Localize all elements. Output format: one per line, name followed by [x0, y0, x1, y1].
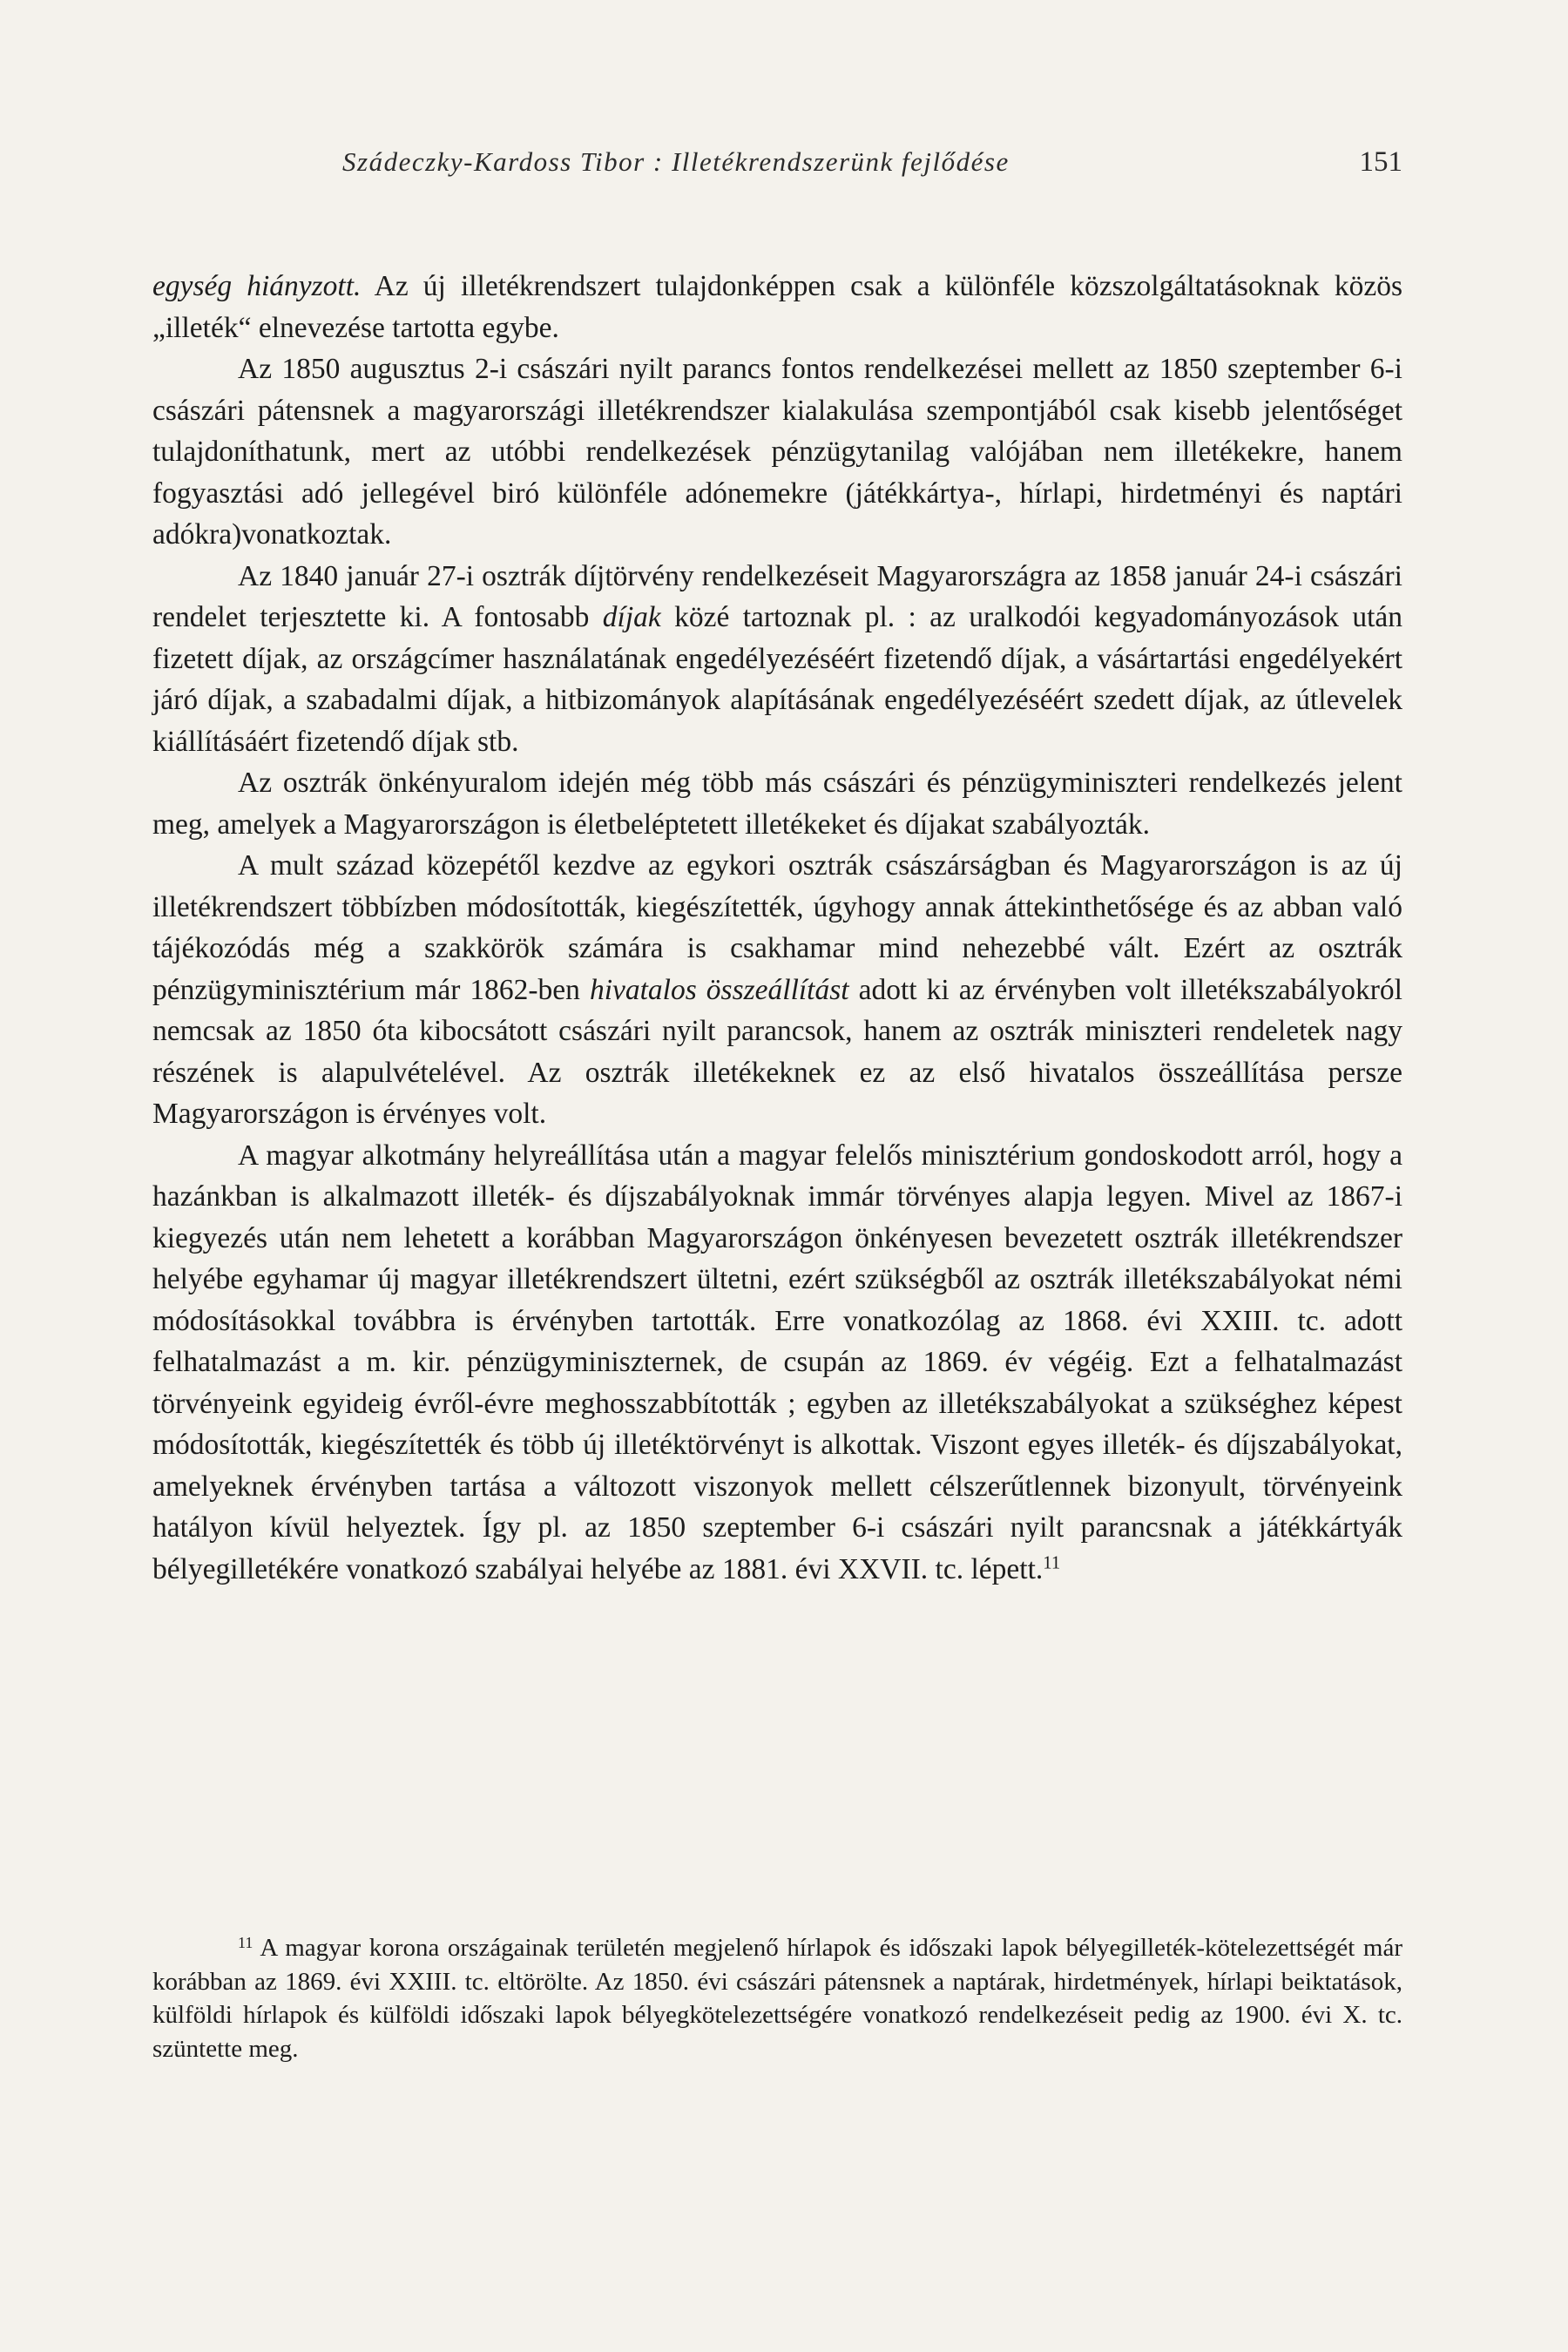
paragraph-6	[152, 1135, 1402, 1591]
footnote-marker: 11	[238, 1934, 253, 1952]
emphasis-dijak: díjak	[602, 601, 661, 633]
page-number: 151	[1359, 146, 1402, 178]
footnote	[152, 1931, 1402, 2065]
paragraph-5-text-a: A mult század közepétől kezdve az egykori osztrák császárságban és Magyarországon is az új illetékrendszert többízben módosították, kiegészítették, úgyhogy annak áttekinthetősége és az abban való tájékozódás még a szakkörök számára is csakhamar mind nehezebbé vált. Ezért az osztrák pénzügyminisztérium már 1862-ben	[152, 849, 1402, 1006]
paragraph-4: Az osztrák önkényuralom idején még több más császári és pénzügyminiszteri rendelkezés jelent meg, amelyek a Magyarországon is életbeléptetett illetékeket és díjakat szabályozták.	[152, 767, 1402, 841]
paragraph-1-text: Az új illetékrendszert tulajdonképpen csak a különféle közszolgáltatásoknak közös „illeték“ elnevezése tartotta egybe.	[152, 270, 1402, 344]
paragraph-1	[152, 266, 1402, 348]
paragraph-2: Az 1850 augusztus 2-i császári nyilt parancs fontos rendelkezései mellett az 1850 szeptember 6-i császári pátensnek a magyarországi illetékrendszer kialakulása szempontjából csak kisebb jelentőséget tulajdoníthatunk, mert az utóbbi rendelkezések pénzügytanilag valójában nem illetékekre, hanem fogyasztási adó jellegével biró különféle adónemekre (játékkártya-, hírlapi, hirdetményi és naptári adókra)vonatkoztak.	[152, 353, 1402, 551]
emphasis-hivatalos-osszeallitast: hivatalos összeállítást	[589, 973, 849, 1006]
page-header	[152, 146, 1402, 190]
paragraph-3-text-a: Az 1840 január 27-i osztrák díjtörvény rendelkezéseit Magyarországra az 1858 január 24-i császári rendelet terjesztette ki. A fontosabb	[152, 559, 1402, 633]
running-head: Szádeczky-Kardoss Tibor : Illetékrendszerünk fejlődése	[342, 146, 1010, 177]
footnote-11	[152, 1931, 1402, 2065]
footnote-reference: 11	[1043, 1552, 1061, 1573]
footnote-text: A magyar korona országainak területén megjelenő hírlapok és időszaki lapok bélyegilleték-kötelezettségét már korábban az 1869. évi XXIII. tc. eltörölte. Az 1850. évi császári pátensnek a naptárak, hirdetmények, hírlapi beiktatások, külföldi hírlapok és külföldi időszaki lapok bélyegkötelezettségére vonatkozó rendelkezéseit pedig az 1900. évi X. tc. szüntette meg.	[152, 1934, 1402, 2063]
paragraph-5-text-b: adott ki az érvényben volt illetékszabályokról nemcsak az 1850 óta kibocsátott császári nyilt parancsok, hanem az osztrák miniszteri rendeletek nagy részének is alapulvételével. Az osztrák illetékeknek ez az első hivatalos összeállítása persze Magyarországon is érvényes volt.	[152, 973, 1402, 1130]
paragraph-3-text-b: közé tartoznak pl. : az uralkodói kegyadományozások után fizetett díjak, az országcímer használatának engedélyezéséért fizetendő díjak, a vásártartási engedélyekért járó díjak, a szabadalmi díjak, a hitbizományok alapításának engedélyezéséért szedett díjak, az útlevelek kiállításáért fizetendő díjak stb.	[152, 601, 1402, 758]
emphasis-egyseg: egység hiányzott.	[152, 270, 362, 302]
paragraph-6-text: A magyar alkotmány helyreállítása után a magyar felelős minisztérium gondoskodott arról, hogy a hazánkban is alkalmazott illeték- és díjszabályoknak immár törvényes alapja legyen. Mivel az 1867-i kiegyezés után nem lehetett a korábban Magyarországon önkényesen bevezetett osztrák illetékrendszer helyébe egyhamar új magyar illetékrendszert ültetni, ezért szükségből az osztrák illetékszabályokat némi módosításokkal továbbra is érvényben tartották. Erre vonatkozólag az 1868. évi XXIII. tc. adott felhatalmazást a m. kir. pénzügyminiszternek, de csupán az 1869. év végéig. Ezt a felhatalmazást törvényeink egyideig évről-évre meghosszabbították ; egyben az illetékszabályokat a szükséghez képest módosították, kiegészítették és több új illetéktörvényt is alkottak. Viszont egyes illeték- és díjszabályokat, amelyeknek érvényben tartása a változott viszonyok mellett célszerűtlennek bizonyult, törvényeink hatályon kívül helyeztek. Így pl. az 1850 szeptember 6-i császári nyilt parancsnak a játékkártyák bélyegilletékére vonatkozó szabályai helyébe az 1881. évi XXVII. tc. lépett.	[152, 1139, 1402, 1585]
paragraph-3	[152, 556, 1402, 763]
paragraph-5	[152, 845, 1402, 1135]
main-text	[152, 266, 1402, 1590]
